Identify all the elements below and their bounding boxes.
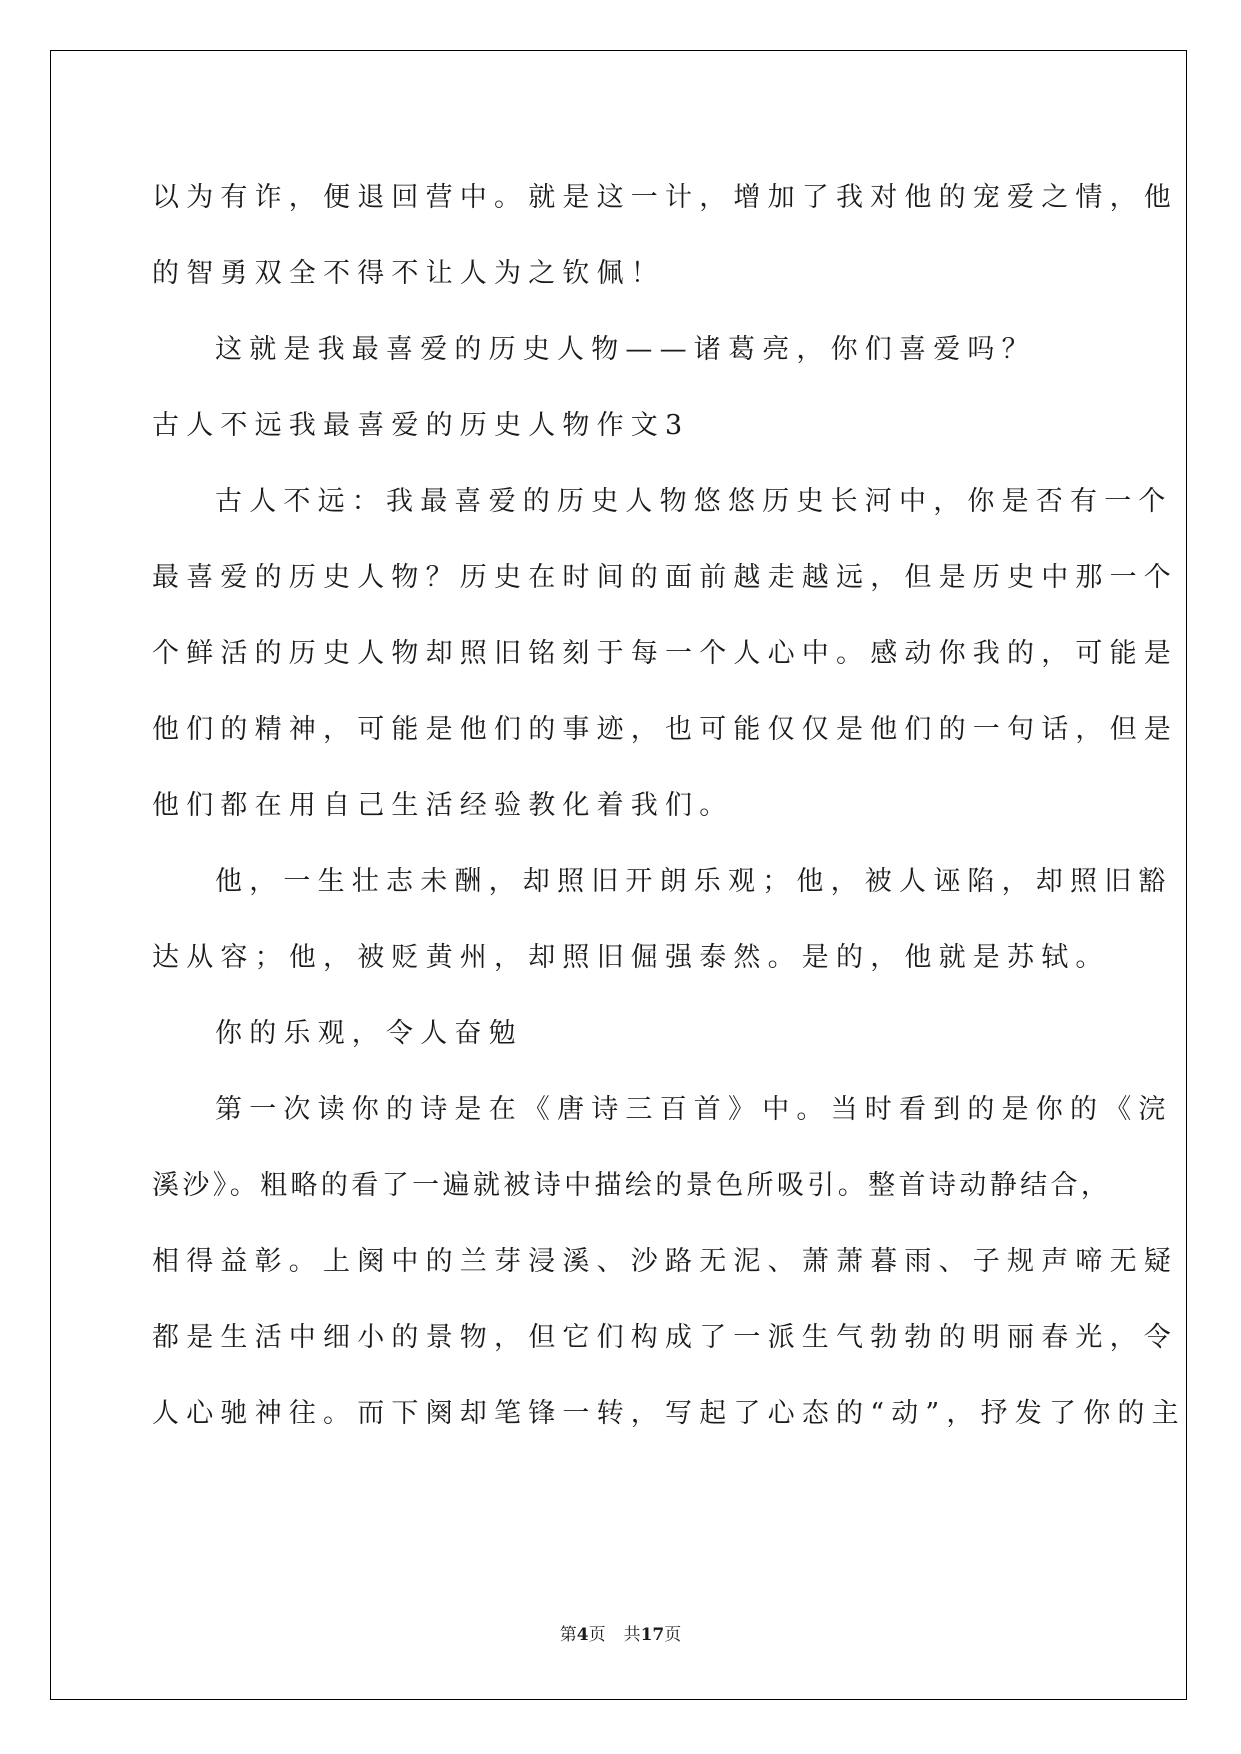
- text-line: 个鲜活的历史人物却照旧铭刻于每一个人心中。感动你我的，可能是: [152, 638, 1178, 669]
- text-line: 都是生活中细小的景物，但它们构成了一派生气勃勃的明丽春光，令: [152, 1322, 1178, 1353]
- section-heading: 古人不远我最喜爱的历史人物作文3: [152, 410, 690, 441]
- page-prefix: 第: [559, 1625, 577, 1645]
- text-line: 达从容；他，被贬黄州，却照旧倔强泰然。是的，他就是苏轼。: [152, 942, 1110, 973]
- text-line: 古人不远：我最喜爱的历史人物悠悠历史长河中，你是否有一个: [215, 486, 1173, 517]
- text-line: 第一次读你的诗是在《唐诗三百首》中。当时看到的是你的《浣: [215, 1094, 1173, 1125]
- text-line: 以为有诈，便退回营中。就是这一计，增加了我对他的宠爱之情，他: [152, 182, 1178, 213]
- total-unit: 页: [664, 1625, 682, 1645]
- page-unit: 页: [588, 1625, 606, 1645]
- text-line: 他们的精神，可能是他们的事迹，也可能仅仅是他们的一句话，但是: [152, 714, 1178, 745]
- total-pages: 17: [640, 1625, 665, 1645]
- subheading: 你的乐观，令人奋勉: [215, 1018, 523, 1049]
- text-line: 的智勇双全不得不让人为之钦佩！: [152, 258, 665, 289]
- page-footer: [0, 1620, 1241, 1645]
- total-prefix: 共: [623, 1625, 641, 1645]
- text-line: 相得益彰。上阕中的兰芽浸溪、沙路无泥、萧萧暮雨、子规声啼无疑: [152, 1246, 1178, 1277]
- text-line: 人心驰神往。而下阕却笔锋一转，写起了心态的“动”，抒发了你的主: [152, 1398, 1186, 1429]
- text-line: 他们都在用自己生活经验教化着我们。: [152, 790, 734, 821]
- document-body: [152, 160, 1186, 1452]
- text-line: 他，一生壮志未酬，却照旧开朗乐观；他，被人诬陷，却照旧豁: [215, 866, 1173, 897]
- text-line: 溪沙》。粗略的看了一遍就被诗中描绘的景色所吸引。整首诗动静结合，: [152, 1170, 1112, 1201]
- page-number: 4: [576, 1625, 589, 1645]
- text-line: 最喜爱的历史人物？历史在时间的面前越走越远，但是历史中那一个: [152, 562, 1178, 593]
- text-line: 这就是我最喜爱的历史人物——诸葛亮，你们喜爱吗？: [215, 334, 1036, 365]
